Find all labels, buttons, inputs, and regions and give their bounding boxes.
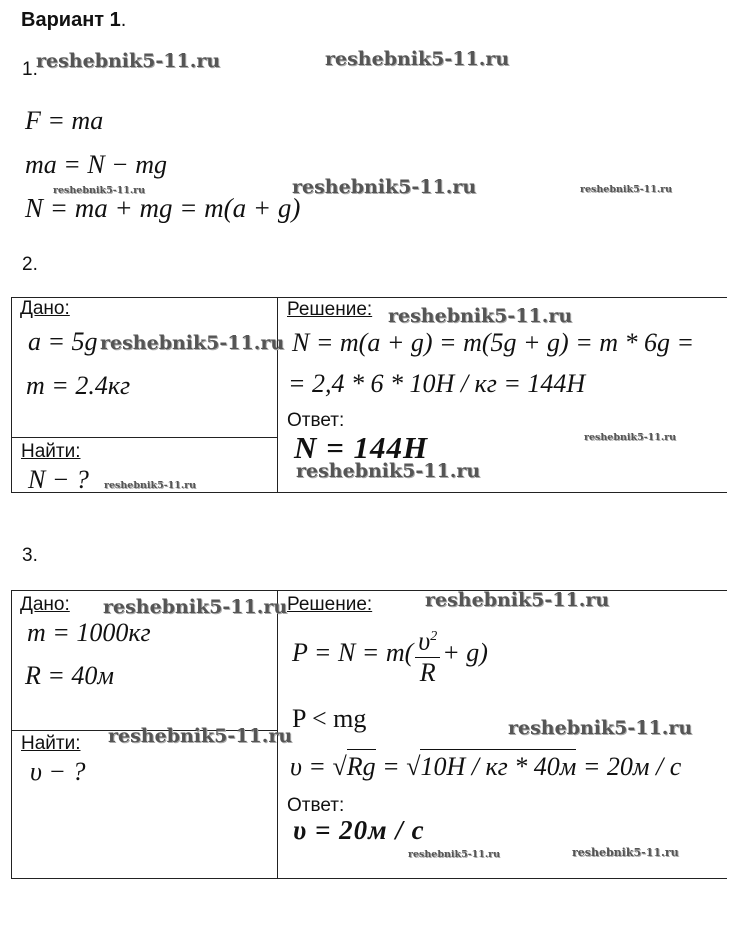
table-2-divider-horizontal [11, 437, 277, 438]
solution-label-3: Решение: [287, 594, 373, 615]
watermark: reshebnik5-11.ru [408, 849, 501, 860]
watermark: reshebnik5-11.ru [100, 332, 285, 354]
sqrt-sign-1: √ [332, 752, 347, 781]
given-label: Дано: [20, 298, 70, 319]
fraction-numerator [415, 622, 440, 658]
given-a: a = 5g [28, 327, 98, 356]
numerator-exponent: 2 [430, 629, 438, 644]
watermark: reshebnik5-11.ru [508, 717, 693, 739]
solution-line-2: = 2,4 * 6 * 10Н / кг = 144Н [288, 369, 586, 398]
sqrt-sign-2: √ [406, 752, 421, 781]
numerator-v: υ [418, 626, 431, 656]
find-v-3: υ − ? [30, 757, 86, 786]
answer-value: N = 144H [294, 430, 429, 465]
watermark: reshebnik5-11.ru [580, 184, 673, 195]
problem-2-number: 2. [22, 254, 38, 275]
watermark: reshebnik5-11.ru [292, 176, 477, 198]
sqrt-content-1: Rg [347, 749, 376, 781]
solution-label: Решение: [287, 299, 373, 320]
fraction-v2-r [415, 622, 440, 688]
given-m-3: m = 1000кг [27, 618, 151, 647]
title-dot: . [120, 9, 127, 31]
sqrt-content-2: 10Н / кг * 40м [420, 749, 576, 781]
watermark: reshebnik5-11.ru [296, 460, 481, 482]
given-label-3: Дано: [20, 594, 70, 615]
sol3-right: = 20м / с [582, 752, 682, 781]
answer-value-3: υ = 20м / с [293, 815, 425, 845]
answer-label-3: Ответ: [287, 795, 345, 816]
table-2-divider-vertical [277, 297, 278, 493]
sol3-left: υ = [290, 752, 326, 781]
sol3-mid: = [382, 752, 400, 781]
watermark: reshebnik5-11.ru [325, 48, 510, 70]
problem-1-number: 1. [22, 59, 38, 80]
watermark: reshebnik5-11.ru [53, 185, 146, 196]
solution-line-1: N = m(a + g) = m(5g + g) = m * 6g = [292, 328, 695, 357]
watermark: reshebnik5-11.ru [572, 846, 679, 859]
sol1-left: P = N = m( [292, 637, 414, 667]
problem-3-number: 3. [22, 545, 38, 566]
equation-3: N = ma + mg = m(a + g) [25, 193, 301, 223]
solution-3-line-1 [292, 622, 488, 688]
solution-3-line-3 [290, 752, 681, 782]
watermark: reshebnik5-11.ru [425, 589, 610, 611]
answer-label: Ответ: [287, 410, 345, 431]
find-n: N − ? [28, 465, 89, 494]
watermark: reshebnik5-11.ru [104, 480, 197, 491]
watermark: reshebnik5-11.ru [388, 305, 573, 327]
equation-2: ma = N − mg [25, 150, 167, 179]
solution-3-line-2: P < mg [292, 704, 367, 733]
watermark: reshebnik5-11.ru [36, 50, 221, 72]
given-m: m = 2.4кг [26, 371, 131, 400]
find-label: Найти: [21, 441, 81, 462]
fraction-denominator: R [419, 657, 436, 687]
given-r-3: R = 40м [25, 661, 115, 690]
equation-1: F = ma [25, 106, 104, 135]
watermark: reshebnik5-11.ru [103, 596, 288, 618]
title-text: Вариант 1 [21, 9, 121, 31]
sol1-right: + g) [442, 637, 488, 667]
watermark: reshebnik5-11.ru [108, 725, 293, 747]
page-title [21, 9, 126, 32]
find-label-3: Найти: [21, 733, 81, 754]
watermark: reshebnik5-11.ru [584, 432, 677, 443]
